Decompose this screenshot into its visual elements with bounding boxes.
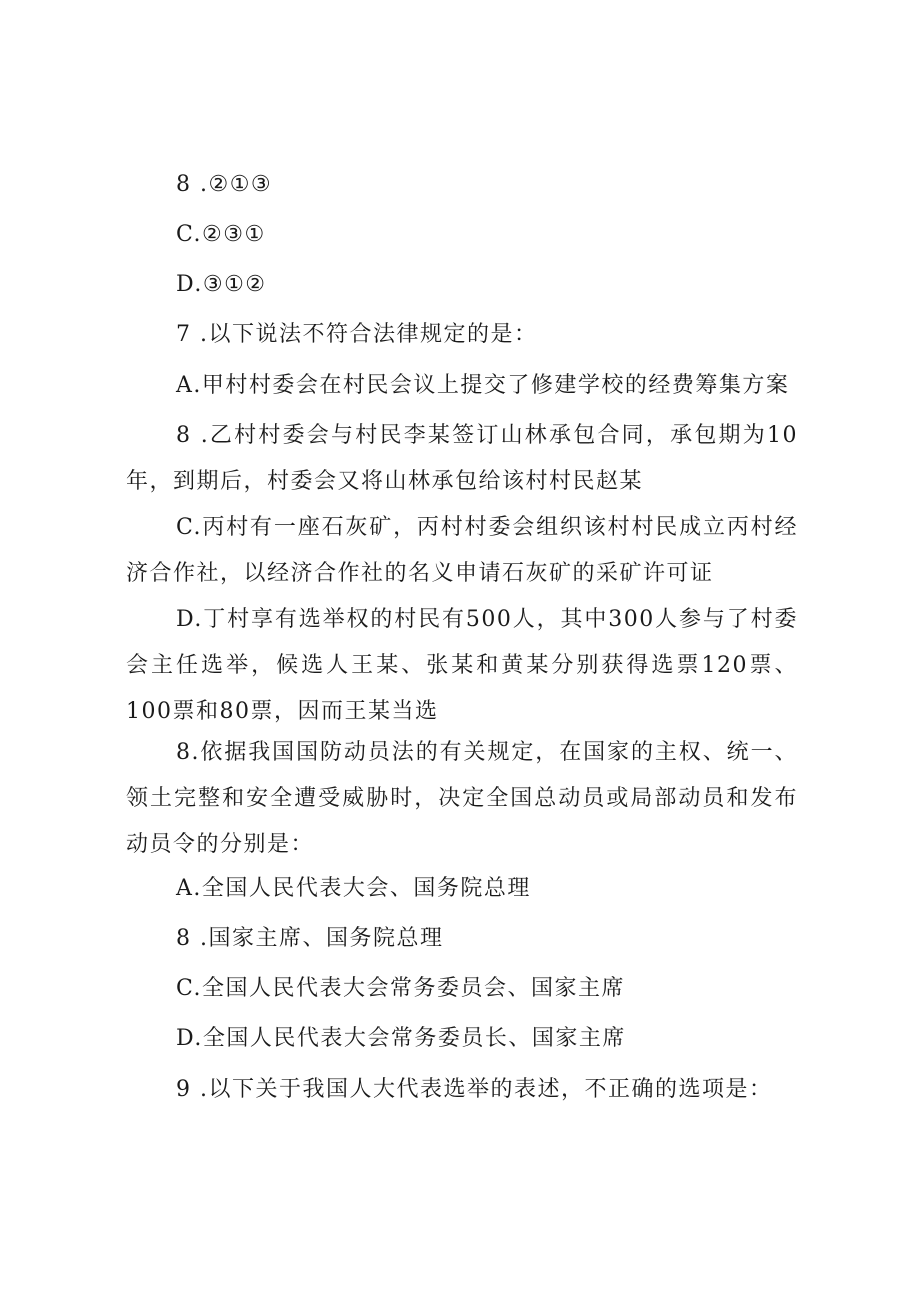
option-d-q8: D.全国人民代表大会常务委员长、国家主席 bbox=[176, 1026, 626, 1051]
option-b-q6: 8 .②①③ bbox=[176, 172, 273, 197]
option-d-q6: D.③①② bbox=[176, 272, 267, 297]
option-c-q6: C.②③① bbox=[176, 222, 266, 247]
option-d-q7: D.丁村享有选举权的村民有500人，其中300人参与了村委会主任选举，候选人王某、张某和黄某分别获得选票120票、100票和80票，因而王某当选 bbox=[126, 607, 798, 724]
question-9: 9 .以下关于我国人大代表选举的表述，不正确的选项是： bbox=[176, 1077, 773, 1102]
question-8: 8.依据我国国防动员法的有关规定，在国家的主权、统一、领土完整和安全遭受威胁时，决定全国总动员或局部动员和发布动员令的分别是： bbox=[126, 740, 798, 857]
option-b-q8: 8 .国家主席、国务院总理 bbox=[176, 926, 444, 951]
option-b-q7: 8 .乙村村委会与村民李某签订山林承包合同，承包期为10年，到期后，村委会又将山林承包给该村村民赵某 bbox=[126, 423, 798, 494]
question-7: 7 .以下说法不符合法律规定的是： bbox=[176, 322, 538, 347]
option-c-q7: C.丙村有一座石灰矿，丙村村委会组织该村村民成立丙村经济合作社，以经济合作社的名义申请石灰矿的采矿许可证 bbox=[126, 515, 798, 586]
option-c-q8: C.全国人民代表大会常务委员会、国家主席 bbox=[176, 976, 626, 1001]
option-a-q7: A.甲村村委会在村民会议上提交了修建学校的经费筹集方案 bbox=[176, 373, 790, 398]
option-a-q8: A.全国人民代表大会、国务院总理 bbox=[176, 876, 531, 901]
